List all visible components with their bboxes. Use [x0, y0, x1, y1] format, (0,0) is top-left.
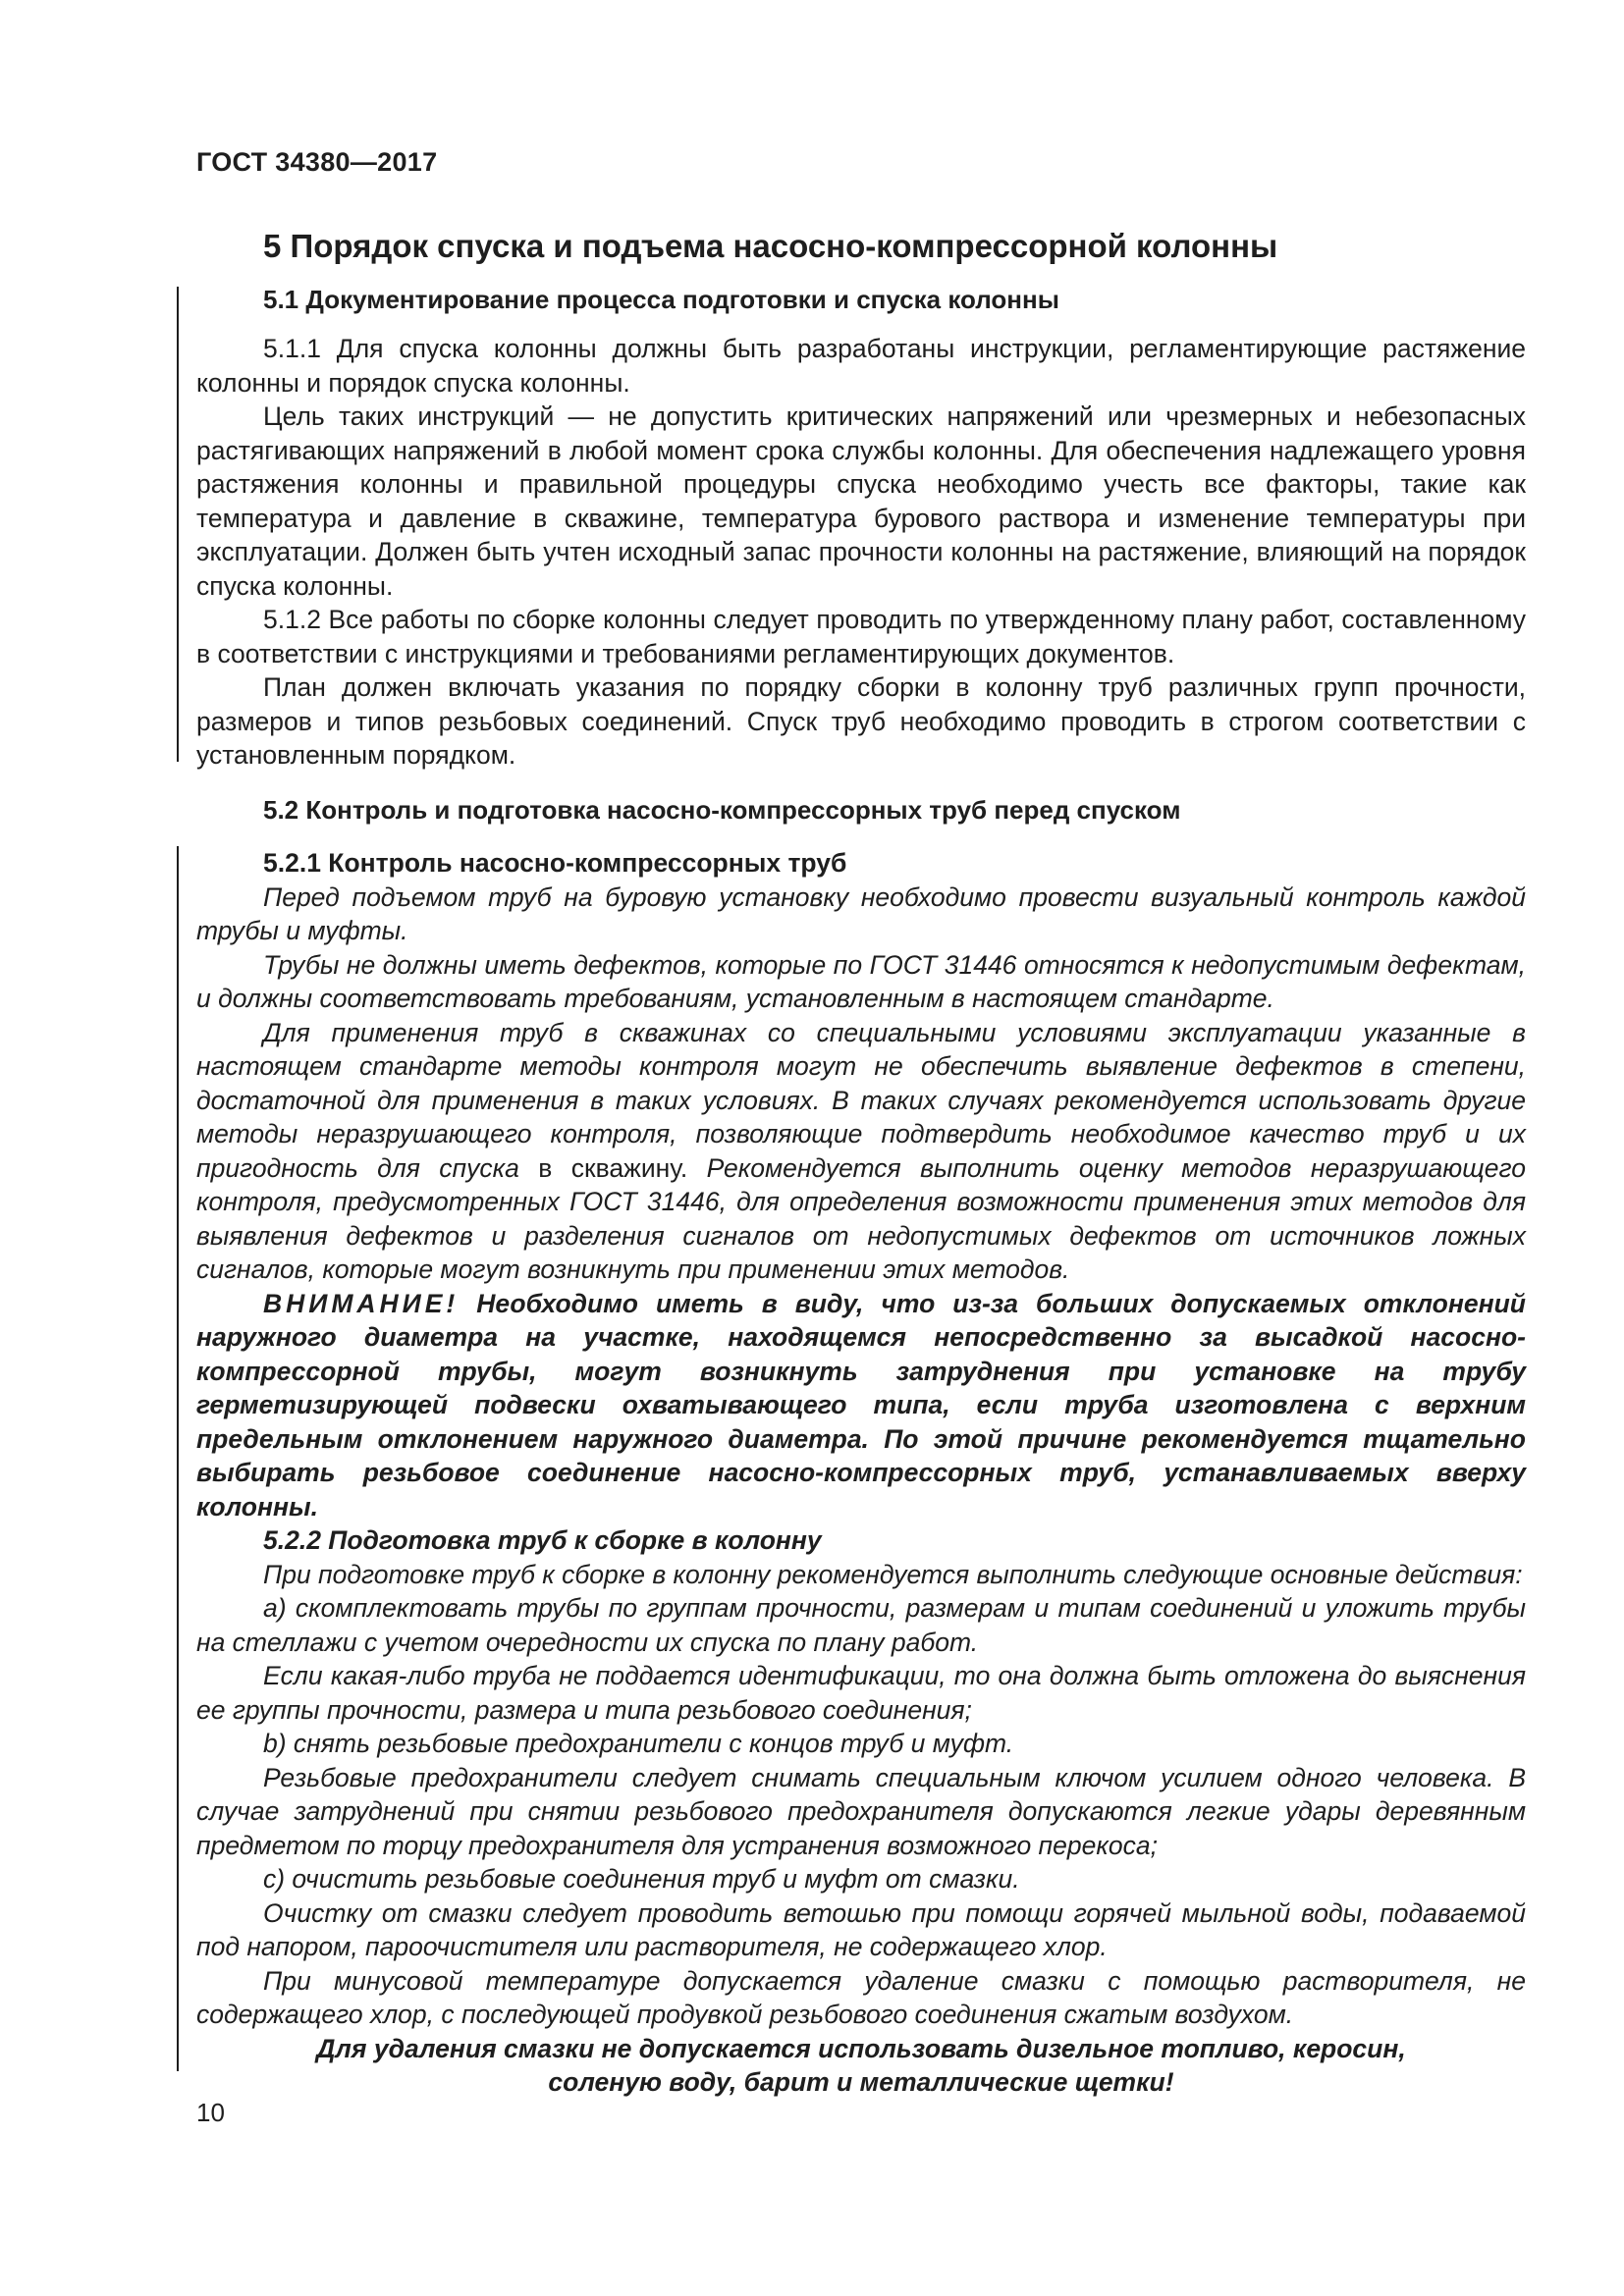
paragraph: План должен включать указания по порядку сборки в колонну труб различных групп прочности, размеров и типов резьбовых соединений. Спуск труб необходимо проводить в строгом соответствии с установленным порядком. [196, 672, 1526, 770]
subsection-5-1-title: 5.1 Документирование процесса подготовки и спуска колонны [263, 285, 1059, 314]
paragraph: Перед подъемом труб на буровую установку необходимо провести визуальный контроль каждой трубы и муфты. [196, 881, 1526, 945]
paragraph: Цель таких инструкций — не допустить критических напряжений или чрезмерных и небезопасных растягивающих напряжений в любой момент срока службы колонны. Для обеспечения надлежащего уровня растяжения колонны и правильной процедуры спуска необходимо учесть все факторы, такие как температура и давление в скважине, температура бурового раствора и изменение температуры при эксплуатации. Должен быть учтен исходный запас прочности колонны на растяжение, влияющий на порядок спуска колонны. [196, 401, 1526, 601]
paragraph-part: Для применения труб в скважинах со специальными условиями эксплуатации указанные в настоящем стандарте методы контроля могут не обеспечить выявление дефектов в степени, достаточной для применения в таких условиях. В таких случаях рекомендуется использовать другие методы неразрушающего контроля, позволяющие подтвердить необходимое качество труб и их пригодность для спуска [196, 1017, 1526, 1183]
section-title: 5 Порядок спуска и подъема насосно-компрессорной колонны [263, 228, 1278, 264]
paragraph: При минусовой температуре допускается удаление смазки с помощью растворителя, не содержащего хлор, с последующей продувкой резьбового соединения сжатым воздухом. [196, 1965, 1526, 2029]
subsection-5-1-body [196, 332, 1526, 773]
paragraph: При подготовке труб к сборке в колонну рекомендуется выполнить следующие основные действия: [263, 1559, 1523, 1589]
paragraph-part: Рекомендуется выполнить оценку методов неразрушающего контроля, предусмотренных ГОСТ 31446, для определения возможности применения этих методов для выявления дефектов и разделения сигналов от недопустимых дефектов от источников ложных сигналов, которые могут возникнуть при применении этих методов. [196, 1152, 1527, 1284]
warning-label: ВНИМАНИЕ! [263, 1288, 460, 1318]
subsection-5-2-body [196, 846, 1526, 2100]
subsection-5-2-title: 5.2 Контроль и подготовка насосно-компрессорных труб перед спуском [263, 795, 1181, 825]
paragraph [196, 1016, 1526, 1287]
change-bar [177, 846, 179, 2071]
list-item: c) очистить резьбовые соединения труб и муфт от смазки. [263, 1864, 1020, 1894]
warning-text: Необходимо иметь в виду, что из-за больших допускаемых отклонений наружного диаметра на участке, находящемся непосредственно за высадкой насосно-компрессорной трубы, могут возникнуть затруднения при установке на трубу герметизирующей подвески охватывающего типа, если труба изготовлена с верхним предельным отклонением наружного диаметра. По этой причине рекомендуется тщательно выбирать резьбовое соединение насосно-компрессорных труб, устанавливаемых вверху колонны. [196, 1288, 1526, 1522]
final-warning-line: Для удаления смазки не допускается использовать дизельное топливо, керосин, [316, 2033, 1406, 2063]
clause-5-2-1-title: 5.2.1 Контроль насосно-компрессорных труб [263, 848, 847, 878]
final-warning-line: соленую воду, барит и металлические щетки! [548, 2067, 1174, 2097]
change-bar [177, 287, 179, 762]
list-item: b) снять резьбовые предохранители с концов труб и муфт. [263, 1729, 1014, 1758]
document-header: ГОСТ 34380—2017 [196, 147, 438, 177]
paragraph: Трубы не должны иметь дефектов, которые по ГОСТ 31446 относятся к недопустимым дефектам, и должны соответствовать требованиям, установленным в настоящем стандарте. [196, 949, 1526, 1013]
paragraph: 5.1.2 Все работы по сборке колонны следует проводить по утвержденному плану работ, составленному в соответствии с инструкциями и требованиями регламентирующих документов. [196, 605, 1526, 668]
list-item: а) скомплектовать трубы по группам прочности, размерам и типам соединений и уложить трубы на стеллажи с учетом очередности их спуска по плану работ. [196, 1593, 1526, 1657]
paragraph: Если какая-либо труба не поддается идентификации, то она должна быть отложена до выяснения ее группы прочности, размера и типа резьбового соединения; [196, 1661, 1526, 1725]
clause-5-2-2-title: 5.2.2 Подготовка труб к сборке в колонну [263, 1525, 822, 1555]
paragraph-part: в скважину. [518, 1152, 707, 1183]
paragraph: Очистку от смазки следует проводить ветошью при помощи горячей мыльной воды, подаваемой под напором, пароочистителя или растворителя, не содержащего хлор. [196, 1897, 1526, 1961]
paragraph: 5.1.1 Для спуска колонны должны быть разработаны инструкции, регламентирующие растяжение колонны и порядок спуска колонны. [196, 334, 1526, 398]
warning-paragraph [196, 1287, 1526, 1524]
page-number: 10 [196, 2098, 225, 2127]
paragraph: Резьбовые предохранители следует снимать специальным ключом усилием одного человека. В случае затруднений при снятии резьбового предохранителя допускаются легкие удары деревянным предметом по торцу предохранителя для устранения возможного перекоса; [196, 1762, 1526, 1860]
